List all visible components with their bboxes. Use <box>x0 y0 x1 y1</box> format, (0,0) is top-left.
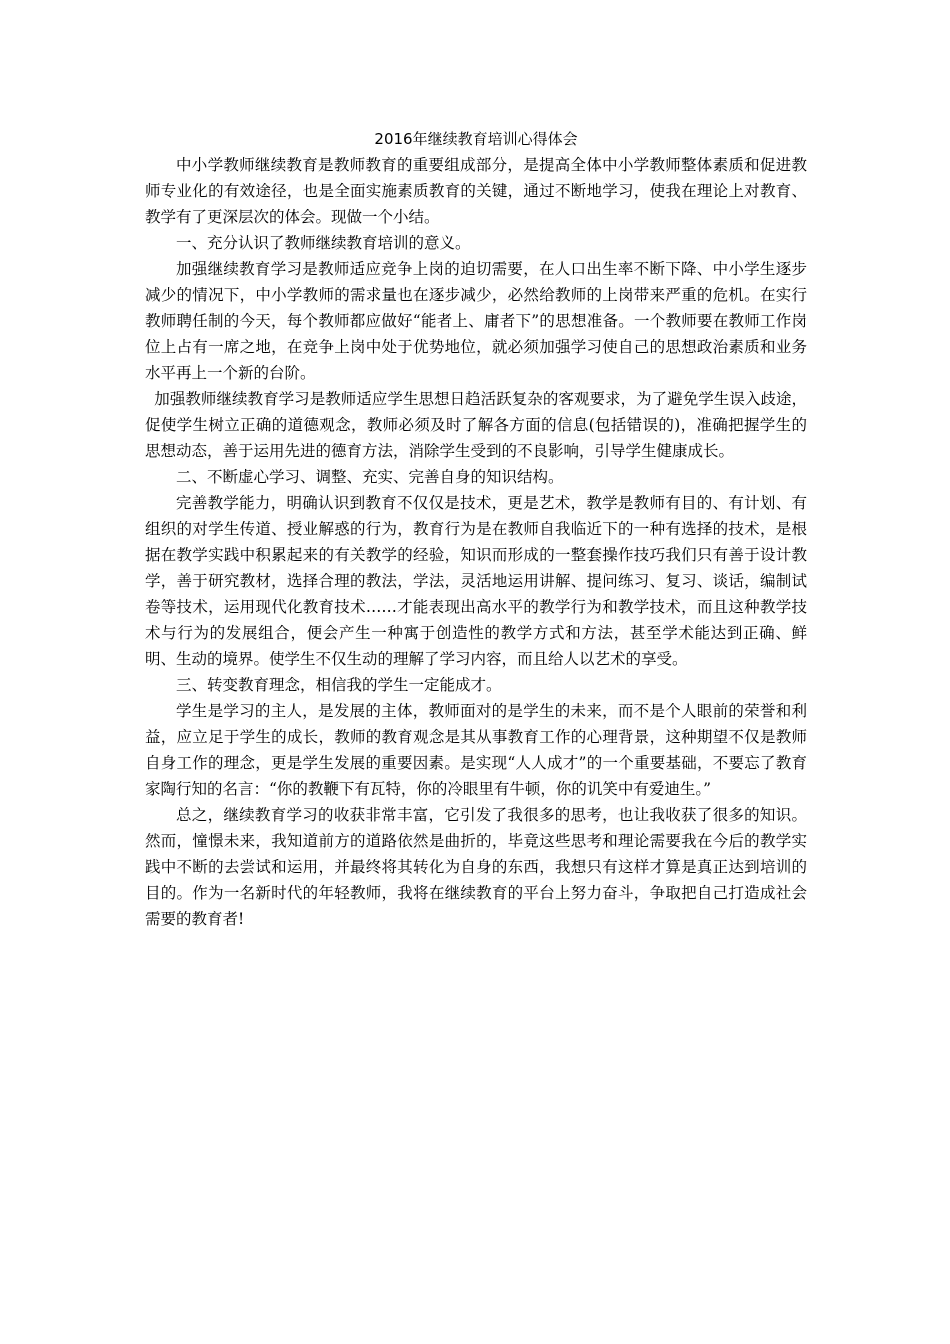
section-heading-1: 一、充分认识了教师继续教育培训的意义。 <box>176 234 471 252</box>
section-1-paragraph-2: 加强教师继续教育学习是教师适应学生思想日趋活跃复杂的客观要求，为了避免学生误入歧途，促使学生树立正确的道德观念，教师必须及时了解各方面的信息(包括错误的)，准确把握学生的思想动态，善于运用先进的德育方法，消除学生受到的不良影响，引导学生健康成长。 <box>145 390 807 460</box>
section-3-paragraph: 学生是学习的主人，是发展的主体，教师面对的是学生的未来，而不是个人眼前的荣誉和利益，应立足于学生的成长，教师的教育观念是其从事教育工作的心理背景，这种期望不仅是教师自身工作的理念，更是学生发展的重要因素。是实现“人人成才”的一个重要基础，不要忘了教育家陶行知的名言：“你的教鞭下有瓦特，你的冷眼里有牛顿，你的讥笑中有爱迪生。” <box>145 702 807 798</box>
intro-paragraph: 中小学教师继续教育是教师教育的重要组成部分，是提高全体中小学教师整体素质和促进教师专业化的有效途径，也是全面实施素质教育的关键，通过不断地学习，使我在理论上对教育、教学有了更深层次的体会。现做一个小结。 <box>145 156 807 226</box>
document-title: 2016年继续教育培训心得体会 <box>374 130 578 148</box>
section-heading-3: 三、转变教育理念，相信我的学生一定能成才。 <box>176 676 502 694</box>
document-page <box>145 126 807 932</box>
section-heading-2: 二、不断虚心学习、调整、充实、完善自身的知识结构。 <box>176 468 564 486</box>
conclusion-paragraph: 总之，继续教育学习的收获非常丰富，它引发了我很多的思考，也让我收获了很多的知识。然而，憧憬未来，我知道前方的道路依然是曲折的，毕竟这些思考和理论需要我在今后的教学实践中不断的去尝试和运用，并最终将其转化为自身的东西，我想只有这样才算是真正达到培训的目的。作为一名新时代的年轻教师，我将在继续教育的平台上努力奋斗，争取把自己打造成社会需要的教育者! <box>145 806 807 928</box>
section-2-paragraph: 完善教学能力，明确认识到教育不仅仅是技术，更是艺术，教学是教师有目的、有计划、有组织的对学生传道、授业解惑的行为，教育行为是在教师自我临近下的一种有选择的技术，是根据在教学实践中积累起来的有关教学的经验，知识而形成的一整套操作技巧我们只有善于设计教学，善于研究教材，选择合理的教法，学法，灵活地运用讲解、提问练习、复习、谈话，编制试卷等技术，运用现代化教育技术……才能表现出高水平的教学行为和教学技术，而且这种教学技术与行为的发展组合，便会产生一种寓于创造性的教学方式和方法，甚至学术能达到正确、鲜明、生动的境界。使学生不仅生动的理解了学习内容，而且给人以艺术的享受。 <box>145 494 807 668</box>
section-1-paragraph-1: 加强继续教育学习是教师适应竞争上岗的迫切需要，在人口出生率不断下降、中小学生逐步减少的情况下，中小学教师的需求量也在逐步减少，必然给教师的上岗带来严重的危机。在实行教师聘任制的今天，每个教师都应做好“能者上、庸者下”的思想准备。一个教师要在教师工作岗位上占有一席之地，在竞争上岗中处于优势地位，就必须加强学习使自己的思想政治素质和业务水平再上一个新的台阶。 <box>145 260 807 382</box>
